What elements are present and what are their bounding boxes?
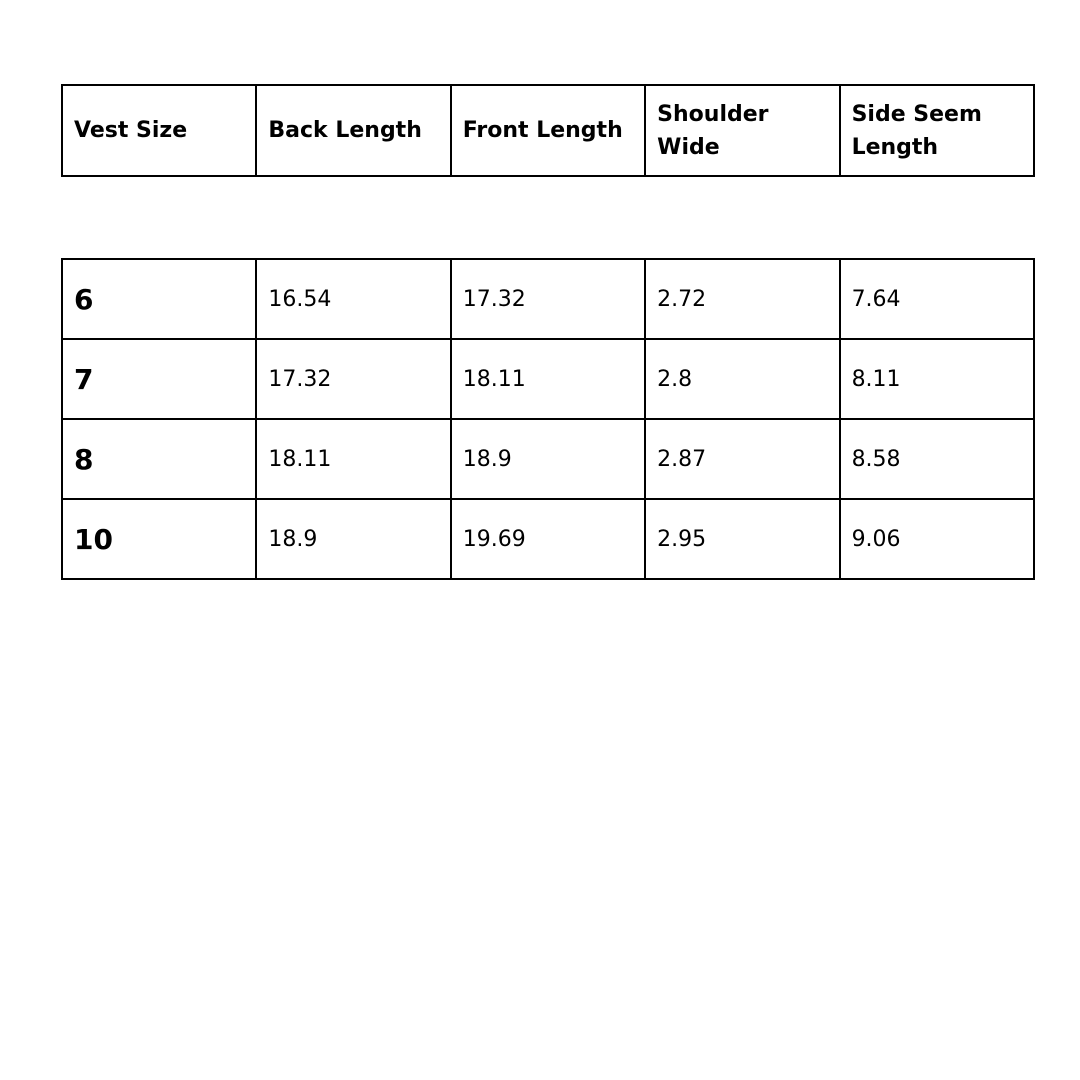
header-cell-vest-size: Vest Size bbox=[62, 85, 256, 176]
side-seem-length-cell: 8.11 bbox=[840, 339, 1034, 419]
shoulder-wide-cell: 2.8 bbox=[645, 339, 839, 419]
side-seem-length-cell: 9.06 bbox=[840, 499, 1034, 579]
size-chart-data-table bbox=[61, 258, 1035, 580]
header-cell-side-seem-length: Side Seem Length bbox=[840, 85, 1034, 176]
size-cell: 8 bbox=[62, 419, 256, 499]
header-row bbox=[62, 85, 1034, 176]
header-cell-front-length: Front Length bbox=[451, 85, 645, 176]
side-seem-length-cell: 7.64 bbox=[840, 259, 1034, 339]
back-length-cell: 18.11 bbox=[256, 419, 450, 499]
size-cell: 6 bbox=[62, 259, 256, 339]
back-length-cell: 18.9 bbox=[256, 499, 450, 579]
header-cell-shoulder-wide: Shoulder Wide bbox=[645, 85, 839, 176]
front-length-cell: 17.32 bbox=[451, 259, 645, 339]
front-length-cell: 18.9 bbox=[451, 419, 645, 499]
size-cell: 7 bbox=[62, 339, 256, 419]
header-cell-back-length: Back Length bbox=[256, 85, 450, 176]
size-chart-header-table bbox=[61, 84, 1035, 177]
size-cell: 10 bbox=[62, 499, 256, 579]
back-length-cell: 17.32 bbox=[256, 339, 450, 419]
shoulder-wide-cell: 2.95 bbox=[645, 499, 839, 579]
table-row bbox=[62, 339, 1034, 419]
shoulder-wide-cell: 2.72 bbox=[645, 259, 839, 339]
front-length-cell: 19.69 bbox=[451, 499, 645, 579]
table-row bbox=[62, 499, 1034, 579]
side-seem-length-cell: 8.58 bbox=[840, 419, 1034, 499]
table-row bbox=[62, 259, 1034, 339]
back-length-cell: 16.54 bbox=[256, 259, 450, 339]
front-length-cell: 18.11 bbox=[451, 339, 645, 419]
table-row bbox=[62, 419, 1034, 499]
shoulder-wide-cell: 2.87 bbox=[645, 419, 839, 499]
